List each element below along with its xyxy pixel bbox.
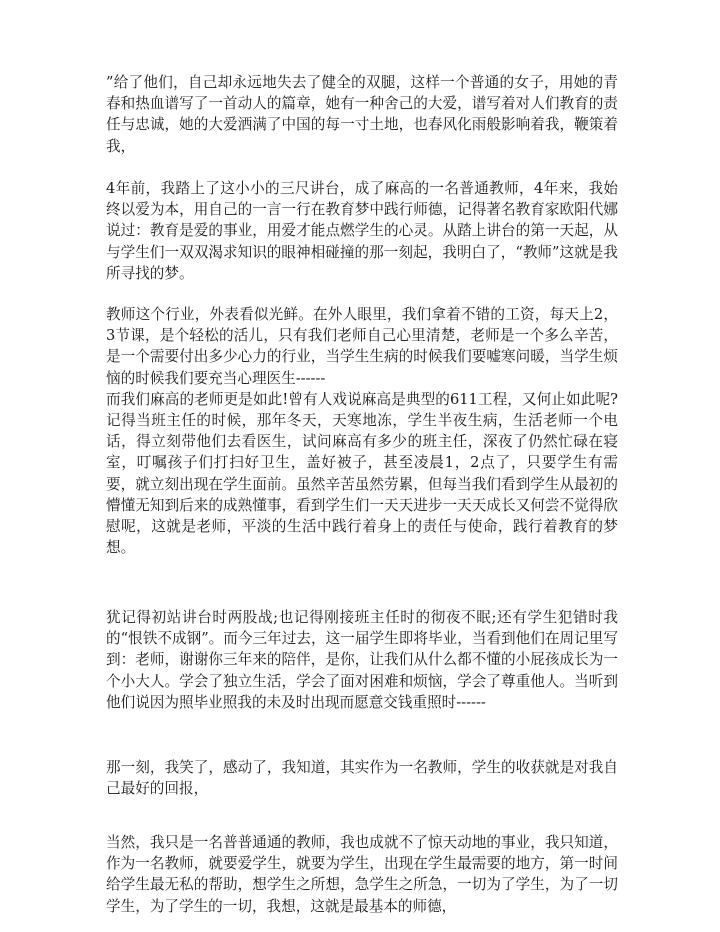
paragraph-4: 犹记得初站讲台时两股战;也记得刚接班主任时的彻夜不眠;还有学生犯错时我的“恨铁不成钢”。而今三年过去，这一届学生即将毕业，当看到他们在周记里写到：老师，谢谢你三年来的陪伴，是你，让我们从什么都不懂的小屁孩成长为一个小大人。学会了独立生活，学会了面对困难和烦恼，学会了尊重他人。当听到他们说因为照毕业照我的未及时出现而愿意交钱重照时------: [106, 609, 618, 711]
paragraph-1: ”给了他们，自己却永远地失去了健全的双腿，这样一个普通的女子，用她的青春和热血谱写了一首动人的篇章，她有一种舍己的大爱，谱写着对人们教育的责任与忠诚，她的大爱洒满了中国的每一寸土地，也春风化雨般影响着我，鞭策着我，: [106, 74, 618, 155]
paragraph-2: 4年前，我踏上了这小小的三尺讲台，成了麻高的一名普通教师，4年来，我始终以爱为本，用自己的一言一行在教育梦中践行师德，记得著名教育家欧阳代娜说过：教育是爱的事业，用爱才能点燃学生的心灵。从踏上讲台的第一天起，从与学生们一双双渴求知识的眼神相碰撞的那一刻起，我明白了，“教师”这就是我所寻找的梦。: [106, 180, 618, 282]
paragraph-6: 当然，我只是一名普普通通的教师，我也成就不了惊天动地的事业，我只知道，作为一名教师，就要爱学生，就要为学生，出现在学生最需要的地方，第一时间给学生最无私的帮助，想学生之所想，急学生之所急，一切为了学生，为了一切学生，为了学生的一切，我想，这就是最基本的师德，: [106, 834, 618, 915]
paragraph-3: 教师这个行业，外表看似光鲜。在外人眼里，我们拿着不错的工资，每天上2，3节课，是个轻松的活儿，只有我们老师自己心里清楚，老师是一个多么辛苦，是一个需要付出多少心力的行业，当学生生病的时候我们要嘘寒问暖，当学生烦恼的时候我们要充当心理医生------ 而我们麻高的老师更是如此!曾有人戏说麻高是典型的611工程，又何止如此呢?记得当班主任的时候，那年冬天，天寒地冻，学生半夜生病，生活老师一个电话，得立刻带他们去看医生，试问麻高有多少的班主任，深夜了仍然忙碌在寝室，叮嘱孩子们打扫好卫生，盖好被子，甚至凌晨1，2点了，只要学生有需要，就立刻出现在学生面前。虽然辛苦虽然劳累，但每当我们看到学生从最初的懵懂无知到后来的成熟懂事，看到学生们一天天进步一天天成长又何尝不觉得欣慰呢，这就是老师，平淡的生活中践行着身上的责任与使命，践行着教育的梦想。: [106, 306, 618, 557]
paragraph-5: 那一刻，我笑了，感动了，我知道，其实作为一名教师，学生的收获就是对我自己最好的回报，: [106, 759, 618, 798]
